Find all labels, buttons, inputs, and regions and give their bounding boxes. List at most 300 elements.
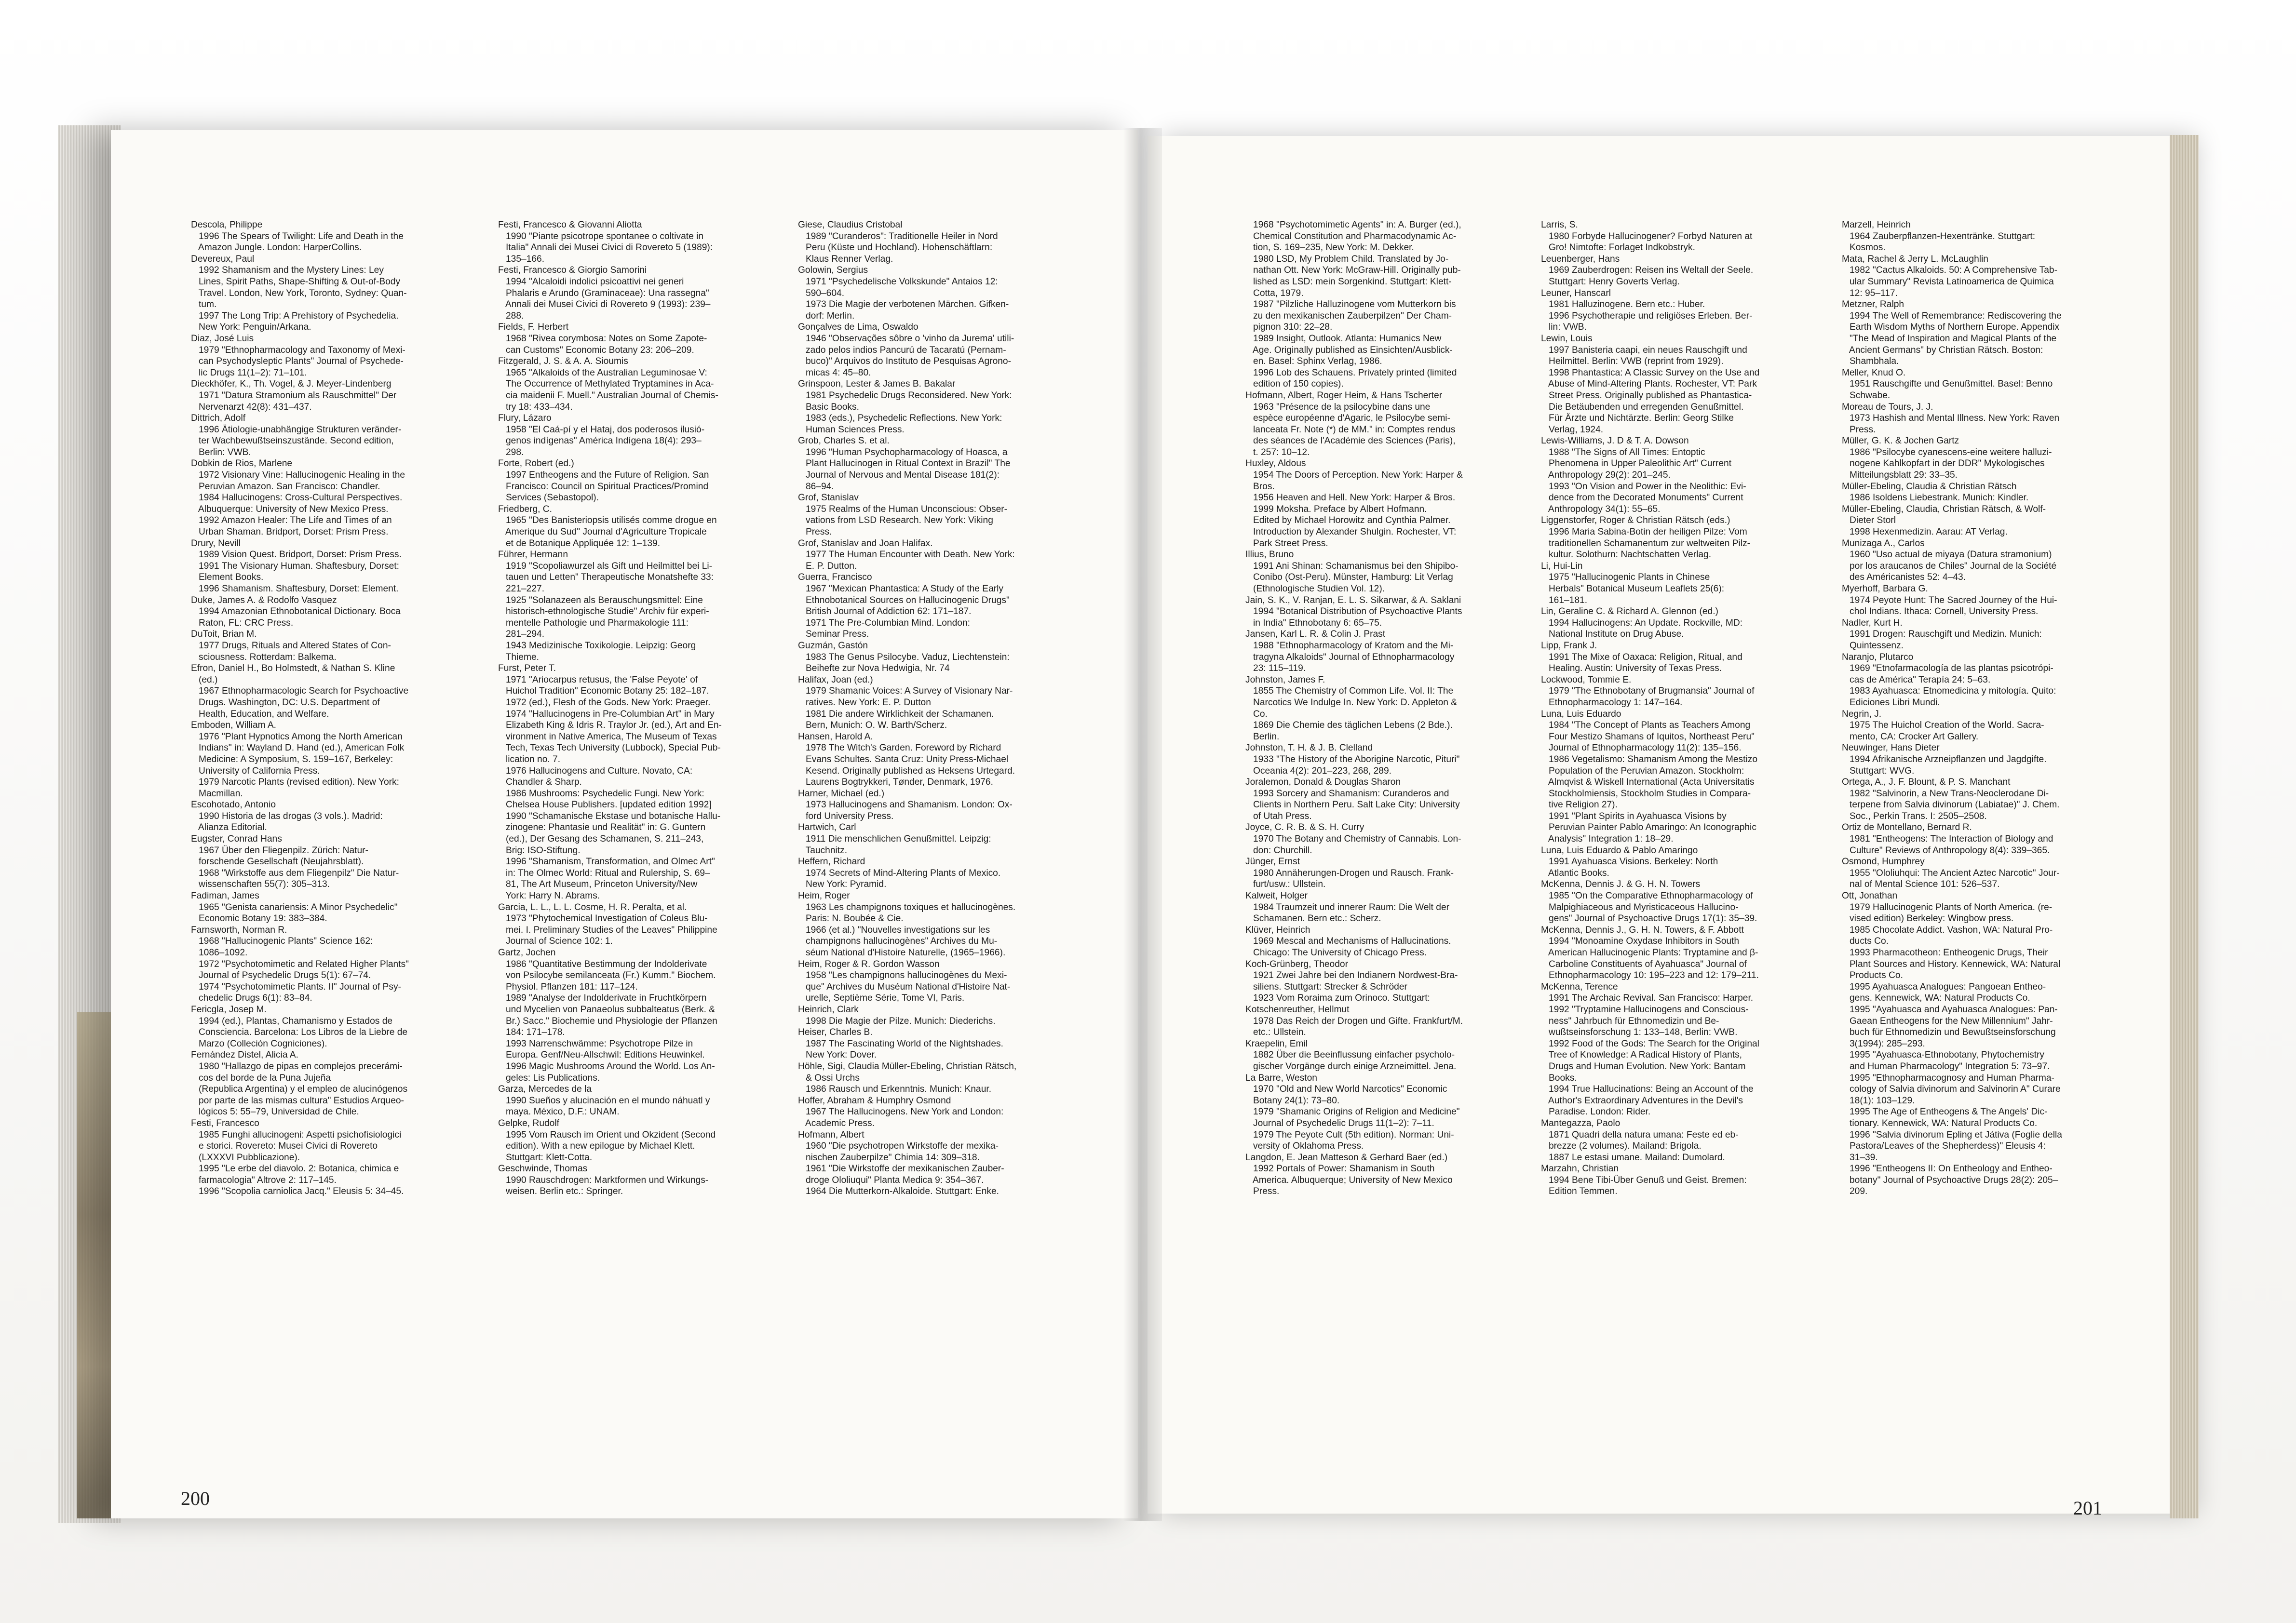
left-column-3 xyxy=(798,219,1016,1197)
bibliography-line: 1958 "El Caá-pí y el Hataj, dos poderosos ilusió- xyxy=(498,424,705,435)
bibliography-line: Klüver, Heinrich xyxy=(1245,925,1310,935)
bibliography-line: Müller-Ebeling, Claudia, Christian Rätsch, & Wolf- xyxy=(1842,504,2046,514)
bibliography-line: urelle, Septième Série, Tome VI, Paris. xyxy=(798,993,965,1004)
bibliography-line: 1923 Vom Roraima zum Orinoco. Stuttgart: xyxy=(1245,993,1430,1004)
bibliography-line: Gaean Entheogens for the New Millennium" Jahr- xyxy=(1842,1016,2053,1026)
bibliography-line: Macmillan. xyxy=(191,788,243,799)
bibliography-line: 1979 "The Ethnobotany of Brugmansia" Journal of xyxy=(1541,686,1755,697)
bibliography-line: 1995 The Age of Entheogens & The Angels' Dic- xyxy=(1842,1107,2048,1117)
bibliography-line: 1976 "Plant Hypnotics Among the North American xyxy=(191,731,403,742)
bibliography-line: 1994 "Botanical Distribution of Psychoactive Plants xyxy=(1245,606,1462,617)
bibliography-line: 1987 The Fascinating World of the Nightshades. xyxy=(798,1038,1003,1049)
bibliography-line: McKenna, Terence xyxy=(1541,981,1618,992)
bibliography-line: ratives. New York: E. P. Dutton xyxy=(798,697,931,708)
bibliography-line: Lockwood, Tommie E. xyxy=(1541,674,1632,685)
bibliography-line: Emboden, William A. xyxy=(191,720,277,731)
bibliography-line: (Republica Argentina) y el empleo de alucinógenos xyxy=(191,1084,408,1095)
bibliography-line: 1976 Hallucinogens and Culture. Novato, CA: xyxy=(498,765,693,776)
bibliography-line: Marzo (Colleción Cogniciones). xyxy=(191,1038,327,1049)
bibliography-line: Dieckhöfer, K., Th. Vogel, & J. Meyer-Lindenberg xyxy=(191,379,392,389)
bibliography-line: Malpighiaceous and Myristicaceous Hallucino- xyxy=(1541,902,1739,912)
bibliography-line: Age. Originally published as Einsichten/Ausblick- xyxy=(1245,345,1453,355)
bibliography-line: Naranjo, Plutarco xyxy=(1842,652,1914,662)
bibliography-line: 1971 The Pre-Columbian Mind. London: xyxy=(798,617,970,628)
bibliography-line: Quintessenz. xyxy=(1842,640,1904,651)
bibliography-line: edition of 150 copies). xyxy=(1245,379,1344,389)
bibliography-line: 1980 LSD, My Problem Child. Translated by Jo- xyxy=(1245,254,1449,264)
bibliography-line: siliens. Stuttgart: Strecker & Schröder xyxy=(1245,981,1407,992)
bibliography-line: can Psychodysleptic Plants" Journal of Psychede- xyxy=(191,356,404,367)
bibliography-line: 1998 Phantastica: A Classic Survey on the Use and xyxy=(1541,367,1760,378)
bibliography-line: 1954 The Doors of Perception. New York: Harper & xyxy=(1245,470,1463,481)
bibliography-line: Abuse of Mind-Altering Plants. Rochester, VT: Park xyxy=(1541,379,1757,389)
bibliography-line: 1991 Ani Shinan: Schamanismus bei den Shipibo- xyxy=(1245,561,1459,571)
bibliography-line: 1994 Afrikanische Arzneipflanzen und Jagdgifte. xyxy=(1842,754,2047,765)
bibliography-line: Grob, Charles S. et al. xyxy=(798,436,890,446)
bibliography-line: Li, Hui-Lin xyxy=(1541,561,1583,571)
right-page-number: 201 xyxy=(2073,1497,2102,1519)
bibliography-line: Ethnopharmacology 1: 147–164. xyxy=(1541,697,1683,708)
bibliography-line: mento, CA: Crocker Art Gallery. xyxy=(1842,731,1979,742)
bibliography-line: Francisco: Council on Spiritual Practices/Promind xyxy=(498,481,709,492)
bibliography-line: Conibo (Ost-Peru). Münster, Hamburg: Lit Verlag xyxy=(1245,572,1453,583)
bibliography-line: 1984 Hallucinogens: Cross-Cultural Perspectives. xyxy=(191,493,403,503)
bibliography-line: Academic Press. xyxy=(798,1118,875,1128)
bibliography-line: 1982 "Salvinorin, a New Trans-Neoclerodane Di- xyxy=(1842,788,2049,799)
bibliography-line: Tech, Texas Tech University (Lubbock), Special Pub- xyxy=(498,743,721,753)
bibliography-line: 1972 Visionary Vine: Hallucinogenic Healing in the xyxy=(191,470,405,481)
bibliography-line: von Psilocybe semilanceata (Fr.) Kumm." Biochem. xyxy=(498,970,716,981)
bibliography-line: Luna, Luis Eduardo & Pablo Amaringo xyxy=(1541,845,1698,856)
bibliography-line: 1983 Ayahuasca: Etnomedicina y mitología. Quito: xyxy=(1842,686,2056,697)
bibliography-line: 1981 Psychedelic Drugs Reconsidered. New York: xyxy=(798,390,1012,401)
bibliography-line: 1996 "Human Psychopharmacology of Hoasca, a xyxy=(798,447,1008,457)
bibliography-line: 1965 "Des Banisteriopsis utilisés comme drogue en xyxy=(498,515,717,526)
bibliography-line: 1990 "Piante psicotrope spontanee o coltivate in xyxy=(498,231,704,241)
bibliography-line: University of California Press. xyxy=(191,765,320,776)
bibliography-line: Gro! Nimtofte: Forlaget Indkobstryk. xyxy=(1541,242,1695,253)
bibliography-line: 1975 The Huichol Creation of the World. Sacra- xyxy=(1842,720,2044,731)
bibliography-line: tragyna Alkaloids" Journal of Ethnopharmacology xyxy=(1245,652,1455,662)
bibliography-line: 1989 Vision Quest. Bridport, Dorset: Prism Press. xyxy=(191,550,402,560)
bibliography-line: Guzmán, Gastón xyxy=(798,640,868,651)
bibliography-line: 1979 Hallucinogenic Plants of North America. (re- xyxy=(1842,902,2053,912)
bibliography-line: 1955 "Ololiuhqui: The Ancient Aztec Narcotic" Jour- xyxy=(1842,868,2060,878)
bibliography-line: chedelic Drugs 6(1): 83–84. xyxy=(191,993,312,1004)
bibliography-line: Lewin, Louis xyxy=(1541,333,1593,344)
bibliography-line: lin: VWB. xyxy=(1541,322,1587,333)
bibliography-line: Geschwinde, Thomas xyxy=(498,1164,588,1174)
bibliography-line: Heinrich, Clark xyxy=(798,1004,859,1015)
bibliography-line: Stuttgart: Henry Goverts Verlag. xyxy=(1541,276,1680,287)
bibliography-line: 1984 Traumzeit und innerer Raum: Die Welt der xyxy=(1245,902,1450,912)
bibliography-line: Lewis-Williams, J. D & T. A. Dowson xyxy=(1541,436,1689,446)
bibliography-line: 1989 Insight, Outlook. Atlanta: Humanics New xyxy=(1245,333,1442,344)
bibliography-line: mei. I. Preliminary Studies of the Leaves" Philippine xyxy=(498,925,717,935)
bibliography-line: La Barre, Weston xyxy=(1245,1073,1317,1083)
bibliography-line: cia maidenii F. Muell." Australian Journal of Chemis- xyxy=(498,390,718,401)
bibliography-line: Chelsea House Publishers. [updated edition 1992] xyxy=(498,800,712,810)
bibliography-line: Grof, Stanislav xyxy=(798,493,859,503)
bibliography-line: 1991 Drogen: Rauschgift und Medizin. Munich: xyxy=(1842,629,2042,640)
bibliography-line: 1943 Medizinische Toxikologie. Leipzig: Georg xyxy=(498,640,696,651)
bibliography-line: 1970 The Botany and Chemistry of Cannabis. Lon- xyxy=(1245,834,1461,845)
bibliography-line: 1981 Die andere Wirklichkeit der Schamanen. xyxy=(798,709,994,719)
bibliography-line: Gartz, Jochen xyxy=(498,948,556,958)
bibliography-line: zu den mexikanischen Zauberpilzen" Der Cham- xyxy=(1245,310,1452,321)
bibliography-line: Element Books. xyxy=(191,572,264,583)
bibliography-line: edition). With a new epilogue by Michael Klett. xyxy=(498,1141,695,1152)
bibliography-line: 1975 Realms of the Human Unconscious: Obser- xyxy=(798,504,1008,514)
bibliography-line: Alianza Editorial. xyxy=(191,822,267,833)
bibliography-line: Tauchnitz. xyxy=(798,845,848,856)
bibliography-line: Heffern, Richard xyxy=(798,857,865,867)
bibliography-line: Phalaris e Arundo (Graminaceae): Una rassegna" xyxy=(498,288,709,298)
bibliography-line: tum. xyxy=(191,299,217,310)
bibliography-line: Giese, Claudius Cristobal xyxy=(798,220,903,230)
bibliography-line: 1986 Vegetalismo: Shamanism Among the Mestizo xyxy=(1541,754,1758,765)
bibliography-line: Journal of Nervous and Mental Disease 181(2): xyxy=(798,470,1000,481)
bibliography-line: 1979 Shamanic Voices: A Survey of Visionary Nar- xyxy=(798,686,1013,697)
bibliography-line: Neuwinger, Hans Dieter xyxy=(1842,743,1940,753)
bibliography-line: 1993 Narrenschwämme: Psychotrope Pilze in xyxy=(498,1038,693,1049)
bibliography-line: Schwabe. xyxy=(1842,390,1891,401)
bibliography-line: 1995 "Le erbe del diavolo. 2: Botanica, chimica e xyxy=(191,1164,399,1174)
bibliography-line: zinogene: Phantasie und Realität" in: G. Guntern xyxy=(498,822,706,833)
bibliography-line: Kesend. Originally published as Heksens Urtegard. xyxy=(798,765,1015,776)
bibliography-line: 81, The Art Museum, Princeton University/New xyxy=(498,879,698,890)
bibliography-line: Herbals" Botanical Museum Leaflets 25(6): xyxy=(1541,584,1725,594)
bibliography-line: Br.) Sacc." Biochemie und Physiologie der Pflanzen xyxy=(498,1016,717,1026)
bibliography-line: 1979 The Peyote Cult (5th edition). Norman: Uni- xyxy=(1245,1129,1454,1140)
bibliography-line: Amazon Jungle. London: HarperCollins. xyxy=(191,242,362,253)
bibliography-line: National Institute on Drug Abuse. xyxy=(1541,629,1684,640)
bibliography-line: Paradise. London: Rider. xyxy=(1541,1107,1651,1117)
bibliography-line: Heim, Roger & R. Gordon Wasson xyxy=(798,959,940,969)
bibliography-line: Hofmann, Albert xyxy=(798,1129,864,1140)
bibliography-line: nischen Zauberpilze" Chimia 14: 309–318. xyxy=(798,1152,980,1163)
bibliography-line: buch für Ethnomedizin und Bewußtseinsforschung xyxy=(1842,1027,2056,1038)
bibliography-line: Plant Hallucinogen in Ritual Context in Brazil" The xyxy=(798,458,1011,469)
bibliography-line: 1970 "Old and New World Narcotics" Economic xyxy=(1245,1084,1447,1095)
bibliography-line: Drury, Nevill xyxy=(191,538,241,549)
bibliography-line: botany" Journal of Psychoactive Drugs 28(2): 205– xyxy=(1842,1175,2058,1185)
bibliography-line: Festi, Francesco & Giorgio Samorini xyxy=(498,265,647,276)
bibliography-line: 1968 "Psychotomimetic Agents" in: A. Burger (ed.), xyxy=(1245,220,1461,230)
bibliography-line: 1994 True Hallucinations: Being an Account of the xyxy=(1541,1084,1754,1095)
bibliography-line: Nadler, Kurt H. xyxy=(1842,617,1903,628)
bibliography-line: por los araucanos de Chiles" Journal de la Société xyxy=(1842,561,2057,571)
bibliography-line: Cotta, 1979. xyxy=(1245,288,1304,298)
bibliography-line: e storici. Rovereto: Musei Civici di Rovereto xyxy=(191,1141,378,1152)
right-column-1 xyxy=(1245,219,1463,1197)
bibliography-line: Laurens Bogtrykkeri, Tønder, Denmark, 1976. xyxy=(798,777,993,788)
bibliography-line: Heim, Roger xyxy=(798,891,850,901)
bibliography-line: 1993 "On Vision and Power in the Neolithic: Evi- xyxy=(1541,481,1746,492)
bibliography-line: 1991 The Visionary Human. Shaftesbury, Dorset: xyxy=(191,561,399,571)
bibliography-line: British Journal of Addiction 62: 171–187. xyxy=(798,606,972,617)
bibliography-line: kultur. Solothurn: Nachtschatten Verlag. xyxy=(1541,550,1712,560)
bibliography-line: Italia" Annali dei Musei Civici di Rovereto 5 (1989): xyxy=(498,242,713,253)
bibliography-line: 1990 "Schamanische Ekstase und botanische Hallu- xyxy=(498,811,721,821)
bibliography-line: 1991 "Plant Spirits in Ayahuasca Visions by xyxy=(1541,811,1727,821)
bibliography-line: ducts Co. xyxy=(1842,936,1889,947)
bibliography-line: Healing. Austin: University of Texas Press. xyxy=(1541,663,1722,674)
bibliography-line: Garza, Mercedes de la xyxy=(498,1084,592,1095)
bibliography-line: Economic Botany 19: 383–384. xyxy=(191,913,327,924)
bibliography-line: 1964 Die Mutterkorn-Alkaloide. Stuttgart: Enke. xyxy=(798,1186,999,1197)
bibliography-line: 1986 Isoldens Liebestrank. Munich: Kindler. xyxy=(1842,493,2029,503)
bibliography-line: 1987 "Pilzliche Halluzinogene vom Mutterkorn bis xyxy=(1245,299,1456,310)
bibliography-line: 1919 "Scopoliawurzel als Gift und Heilmittel bei Li- xyxy=(498,561,713,571)
bibliography-line: Fericgla, Josep M. xyxy=(191,1004,267,1015)
bibliography-line: 1995 "Ayahuasca and Ayahuasca Analogues: Pan- xyxy=(1842,1004,2058,1015)
bibliography-line: Berlin. xyxy=(1245,731,1280,742)
bibliography-line: chol Indians. Ithaca: Cornell, University Press. xyxy=(1842,606,2039,617)
bibliography-line: Bern, Munich: O. W. Barth/Scherz. xyxy=(798,720,947,731)
bibliography-line: 1971 "Ariocarpus retusus, the 'False Peyote' of xyxy=(498,674,698,685)
bibliography-line: Raton, FL: CRC Press. xyxy=(191,617,294,628)
bibliography-line: zado pelos indios Pancurú de Tacaratú (Pernam- xyxy=(798,345,1006,355)
bibliography-line: Plant Sources and History. Kennewick, WA: Natural xyxy=(1842,959,2061,969)
bibliography-line: (ed.) xyxy=(191,674,218,685)
bibliography-line: tauen und Letten" Therapeutische Monatshefte 33: xyxy=(498,572,714,583)
bibliography-line: Marzahn, Christian xyxy=(1541,1164,1619,1174)
bibliography-line: Grinspoon, Lester & James B. Bakalar xyxy=(798,379,956,389)
bibliography-line: cos del borde de la Puna Jujeña xyxy=(191,1073,331,1083)
bibliography-line: Negrin, J. xyxy=(1842,709,1882,719)
bibliography-line: Klaus Renner Verlag. xyxy=(798,254,893,264)
bibliography-line: 1978 Das Reich der Drogen und Gifte. Frankfurt/M. xyxy=(1245,1016,1463,1026)
bibliography-line: 1980 Annäherungen-Drogen und Rausch. Frank- xyxy=(1245,868,1454,878)
bibliography-line: 1882 Über die Beeinflussung einfacher psycholo- xyxy=(1245,1050,1455,1060)
bibliography-line: Joyce, C. R. B. & S. H. Curry xyxy=(1245,822,1364,833)
bibliography-line: 3(1994): 285–293. xyxy=(1842,1038,1925,1049)
bibliography-line: Pastora/Leaves of the Shepherdess)" Eleusis 4: xyxy=(1842,1141,2046,1152)
bibliography-line: 1996 "Scopolia carniolica Jacq." Eleusis 5: 34–45. xyxy=(191,1186,404,1197)
bibliography-line: Jansen, Karl L. R. & Colin J. Prast xyxy=(1245,629,1386,640)
bibliography-line: 1990 Rauschdrogen: Marktformen und Wirkungs- xyxy=(498,1175,709,1185)
bibliography-line: Ancient Germans" by Christian Rätsch. Boston: xyxy=(1842,345,2043,355)
bibliography-line: Guerra, Francisco xyxy=(798,572,872,583)
bibliography-line: 1993 Sorcery and Shamanism: Curanderos and xyxy=(1245,788,1449,799)
bibliography-line: 1933 "The History of the Aborigine Narcotic, Pituri" xyxy=(1245,754,1460,765)
bibliography-line: Huxley, Aldous xyxy=(1245,458,1306,469)
bibliography-line: New York: Dover. xyxy=(798,1050,877,1060)
bibliography-line: 1973 "Phytochemical Investigation of Coleus Blu- xyxy=(498,913,708,924)
bibliography-line: Heilmittel. Berlin: VWB (reprint from 1929). xyxy=(1541,356,1724,367)
bibliography-line: 1960 "Uso actual de miyaya (Datura stramonium) xyxy=(1842,550,2052,560)
bibliography-line: Narcotics We Indulge In. New York: D. Appleton & xyxy=(1245,697,1458,708)
bibliography-line: 1911 Die menschlichen Genußmittel. Leipzig: xyxy=(798,834,991,845)
bibliography-line: Kosmos. xyxy=(1842,242,1886,253)
bibliography-line: 1985 Funghi allucinogeni: Aspetti psichofisiologici xyxy=(191,1129,402,1140)
bibliography-line: Leuner, Hanscarl xyxy=(1541,288,1611,298)
bibliography-line: 1988 "The Signs of All Times: Entoptic xyxy=(1541,447,1705,457)
bibliography-line: of Utah Press. xyxy=(1245,811,1312,821)
bibliography-line: 1983 (eds.), Psychedelic Reflections. New York: xyxy=(798,413,1002,424)
bibliography-line: 1965 "Genista canariensis: A Minor Psychedelic" xyxy=(191,902,398,912)
bibliography-line: 1997 Banisteria caapi, ein neues Rauschgift und xyxy=(1541,345,1747,355)
bibliography-line: 1972 "Psychotomimetic and Related Higher Plants" xyxy=(191,959,409,969)
bibliography-line: Festi, Francesco & Giovanni Aliotta xyxy=(498,220,642,230)
bibliography-line: Culture" Reviews of Anthropology 8(4): 339–365. xyxy=(1842,845,2050,856)
bibliography-line: 1985 Chocolate Addict. Vashon, WA: Natural Pro- xyxy=(1842,925,2053,935)
bibliography-line: 1979 Narcotic Plants (revised edition). New York: xyxy=(191,777,399,788)
bibliography-line: 1965 "Alkaloids of the Australian Leguminosae V: xyxy=(498,367,707,378)
bibliography-line: Mitteilungsblatt 29: 33–35. xyxy=(1842,470,1958,481)
bibliography-line: Lipp, Frank J. xyxy=(1541,640,1597,651)
bibliography-line: Bros. xyxy=(1245,481,1275,492)
bibliography-line: Press. xyxy=(1842,424,1876,435)
bibliography-line: 1997 Entheogens and the Future of Religion. San xyxy=(498,470,709,481)
bibliography-line: Fadiman, James xyxy=(191,891,259,901)
bibliography-line: 1994 "Monoamine Oxydase Inhibitors in South xyxy=(1541,936,1740,947)
bibliography-line: 1991 The Mixe of Oaxaca: Religion, Ritual, and xyxy=(1541,652,1742,662)
bibliography-line: 1956 Heaven and Hell. New York: Harper & Bros. xyxy=(1245,493,1456,503)
bibliography-line: Ediciones Libri Mundi. xyxy=(1842,697,1940,708)
bibliography-line: Für Ärzte und Nichtärzte. Berlin: Georg Stilke xyxy=(1541,413,1734,424)
bibliography-line: 1996 Lob des Schauens. Privately printed (limited xyxy=(1245,367,1457,378)
bibliography-line: Descola, Philippe xyxy=(191,220,263,230)
bibliography-line: 1969 "Etnofarmacología de las plantas psicotrópi- xyxy=(1842,663,2053,674)
bibliography-line: Annali dei Musei Civici di Rovereto 9 (1993): 239– xyxy=(498,299,711,310)
bibliography-line: espèce européenne d'Agaric, le Psilocybe semi- xyxy=(1245,413,1450,424)
bibliography-line: 1995 "Ayahuasca-Ethnobotany, Phytochemistry xyxy=(1842,1050,2044,1060)
bibliography-line: 1978 The Witch's Garden. Foreword by Richard xyxy=(798,743,1001,753)
bibliography-line: Halifax, Joan (ed.) xyxy=(798,674,873,685)
bibliography-line: 184: 171–178. xyxy=(498,1027,565,1038)
bibliography-line: Fields, F. Herbert xyxy=(498,322,569,333)
bibliography-line: 1967 Über den Fliegenpilz. Zürich: Natur- xyxy=(191,845,368,856)
bibliography-line: Müller-Ebeling, Claudia & Christian Rätsch xyxy=(1842,481,2017,492)
bibliography-line: Physiol. Pflanzen 181: 117–124. xyxy=(498,981,638,992)
bibliography-line: tionary. Kennewick, WA: Natural Products Co. xyxy=(1842,1118,2038,1128)
bibliography-line: Journal of Science 102: 1. xyxy=(498,936,613,947)
bibliography-line: 1988 "Ethnopharmacology of Kratom and the Mi- xyxy=(1245,640,1454,651)
bibliography-line: traditionellen Schamanentum zur weltweiten Pilz- xyxy=(1541,538,1751,549)
bibliography-line: 1996 Psychotherapie und religiöses Erleben. Ber- xyxy=(1541,310,1753,321)
bibliography-line: lanceata Fr. Note (*) de MM." in: Comptes rendus xyxy=(1245,424,1456,435)
bibliography-line: 1990 Sueños y alucinación en el mundo náhuatl y xyxy=(498,1095,710,1106)
bibliography-line: American Hallucinogenic Plants: Tryptamine and β- xyxy=(1541,948,1758,958)
bibliography-line: Europa. Genf/Neu-Allschwil: Editions Heuwinkel. xyxy=(498,1050,705,1060)
bibliography-line: 1974 Peyote Hunt: The Sacred Journey of the Hui- xyxy=(1842,595,2057,605)
bibliography-line: Four Mestizo Shamans of Iquitos, Northeast Peru" xyxy=(1541,731,1755,742)
bibliography-line: Eugster, Conrad Hans xyxy=(191,834,282,845)
bibliography-line: vised edition) Berkeley: Wingbow press. xyxy=(1842,913,2014,924)
bibliography-line: Chemical Constitution and Pharmacodynamic Ac- xyxy=(1245,231,1457,241)
bibliography-line: 1980 "Hallazgo de pipas en complejos precerámi- xyxy=(191,1061,403,1072)
bibliography-line: 161–181. xyxy=(1541,595,1588,605)
bibliography-line: Stockholmiensis, Stockholm Studies in Compara- xyxy=(1541,788,1751,799)
bibliography-line: 1985 "On the Comparative Ethnopharmacology of xyxy=(1541,891,1753,901)
bibliography-line: Press. xyxy=(1245,1186,1280,1197)
page-edges-right xyxy=(2170,135,2199,1518)
bibliography-line: Escohotado, Antonio xyxy=(191,800,276,810)
bibliography-line: Chandler & Sharp. xyxy=(498,777,582,788)
bibliography-line: Evans Schultes. Santa Cruz: Unity Press-Michael xyxy=(798,754,1009,765)
bibliography-line: 1973 Hallucinogens and Shamanism. London: Ox- xyxy=(798,800,1013,810)
bibliography-line: Kotschenreuther, Hellmut xyxy=(1245,1004,1350,1015)
bibliography-line: Edition Temmen. xyxy=(1541,1186,1618,1197)
bibliography-line: 1946 "Observações sôbre o 'vinho da Jurema' utili- xyxy=(798,333,1014,344)
bibliography-line: buco)" Arquivos do Instituto de Pesquisas Agrono- xyxy=(798,356,1011,367)
bibliography-line: 1960 "Die psychotropen Wirkstoffe der mexika- xyxy=(798,1141,999,1152)
bibliography-line: 1979 "Shamanic Origins of Religion and Medicine" xyxy=(1245,1107,1460,1117)
bibliography-line: 1996 Shamanism. Shaftesbury, Dorset: Element. xyxy=(191,584,399,594)
bibliography-line: 1995 "Ethnopharmacognosy and Human Pharma- xyxy=(1842,1073,2054,1083)
bibliography-line: try 18: 433–434. xyxy=(498,402,573,412)
bibliography-line: Peru (Küste und Hochland). Hohenschäftlarn: xyxy=(798,242,993,253)
bibliography-line: 1963 "Présence de la psilocybine dans une xyxy=(1245,402,1431,412)
bibliography-line: Forte, Robert (ed.) xyxy=(498,458,574,469)
bibliography-line: 1981 "Entheogens: The Interaction of Biology and xyxy=(1842,834,2053,845)
bibliography-line: Consciencia. Barcelona: Los Libros de la Liebre de xyxy=(191,1027,408,1038)
bibliography-line: 209. xyxy=(1842,1186,1868,1197)
bibliography-line: Elizabeth King & Idris R. Traylor Jr. (ed.), Art and En- xyxy=(498,720,722,731)
bibliography-line: 1963 Les champignons toxiques et hallucinogènes. xyxy=(798,902,1016,912)
bibliography-line: Seminar Press. xyxy=(798,629,869,640)
bibliography-line: brezze (2 volumes). Mailand: Brigola. xyxy=(1541,1141,1702,1152)
bibliography-line: Tree of Knowledge: A Radical History of Plants, xyxy=(1541,1050,1742,1060)
left-column-1 xyxy=(191,219,409,1197)
bibliography-line: Ethnopharmacology 10: 195–223 and 12: 179–211. xyxy=(1541,970,1759,981)
bibliography-line: ular Summary" Revista Latinoamerica de Quimica xyxy=(1842,276,2054,287)
bibliography-line: micas 4: 45–80. xyxy=(798,367,871,378)
bibliography-line: The Occurrence of Methylated Tryptamines in Aca- xyxy=(498,379,714,389)
bibliography-line: 1971 "Datura Stramonium als Rauschmittel" Der xyxy=(191,390,397,401)
bibliography-line: America. Albuquerque; University of New Mexico xyxy=(1245,1175,1453,1185)
bibliography-line: Drugs and Human Evolution. New York: Bantam xyxy=(1541,1061,1746,1072)
bibliography-line: Flury, Lázaro xyxy=(498,413,552,424)
bibliography-line: 1996 The Spears of Twilight: Life and Death in the xyxy=(191,231,404,241)
bibliography-line: Efron, Daniel H., Bo Holmstedt, & Nathan S. Kline xyxy=(191,663,395,674)
bibliography-line: 1871 Quadri della natura umana: Feste ed eb- xyxy=(1541,1129,1739,1140)
bibliography-line: Oceania 4(2): 201–223, 268, 289. xyxy=(1245,765,1391,776)
bibliography-line: Journal of Psychedelic Drugs 5(1): 67–74. xyxy=(191,970,371,981)
bibliography-line: 1925 "Solanazeen als Berauschungsmittel: Eine xyxy=(498,595,703,605)
bibliography-line: 1991 Ayahuasca Visions. Berkeley: North xyxy=(1541,857,1718,867)
bibliography-line: 1986 Rausch und Erkenntnis. Munich: Knaur. xyxy=(798,1084,992,1095)
bibliography-line: 1998 Hexenmedizin. Aarau: AT Verlag. xyxy=(1842,527,2008,537)
bibliography-line: 135–166. xyxy=(498,254,545,264)
bibliography-line: 1994 "Alcaloidi indolici psicoattivi nei generi xyxy=(498,276,684,287)
bibliography-line: Human Sciences Press. xyxy=(798,424,905,435)
bibliography-line: Nervenarzt 42(8): 431–437. xyxy=(191,402,312,412)
bibliography-line: 1991 The Archaic Revival. San Francisco: Harper. xyxy=(1541,993,1754,1004)
bibliography-line: genos indígenas" América Indígena 18(4): 293– xyxy=(498,436,702,446)
bibliography-line: 1968 "Wirkstoffe aus dem Fliegenpilz" Die Natur- xyxy=(191,868,399,878)
bibliography-line: Die Betäubenden und erregenden Genußmittel. xyxy=(1541,402,1744,412)
right-column-2 xyxy=(1541,219,1759,1197)
bibliography-line: 31–39. xyxy=(1842,1152,1878,1163)
bibliography-line: 1967 "Mexican Phantastica: A Study of the Early xyxy=(798,584,1003,594)
bibliography-line: New York: Penguin/Arkana. xyxy=(191,322,311,333)
bibliography-line: cas de América" Terapía 24: 5–63. xyxy=(1842,674,1991,685)
bibliography-line: dence from the Decorated Monuments" Current xyxy=(1541,493,1743,503)
bibliography-line: Devereux, Paul xyxy=(191,254,255,264)
bibliography-line: Marzell, Heinrich xyxy=(1842,220,1911,230)
bibliography-line: Johnston, T. H. & J. B. Clelland xyxy=(1245,743,1373,753)
bibliography-line: McKenna, Dennis J., G. H. N. Towers, & F. Abbott xyxy=(1541,925,1744,935)
bibliography-line: und Mycelien von Panaeolus subbalteatus (Berk. & xyxy=(498,1004,716,1015)
bibliography-line: Chicago: The University of Chicago Press. xyxy=(1245,948,1427,958)
bibliography-line: 1967 Ethnopharmacologic Search for Psychoactive xyxy=(191,686,409,697)
bibliography-line: forschende Gesellschaft (Neujahrsblatt). xyxy=(191,857,364,867)
bibliography-line: Stuttgart: WVG. xyxy=(1842,765,1915,776)
bibliography-line: Leuenberger, Hans xyxy=(1541,254,1620,264)
